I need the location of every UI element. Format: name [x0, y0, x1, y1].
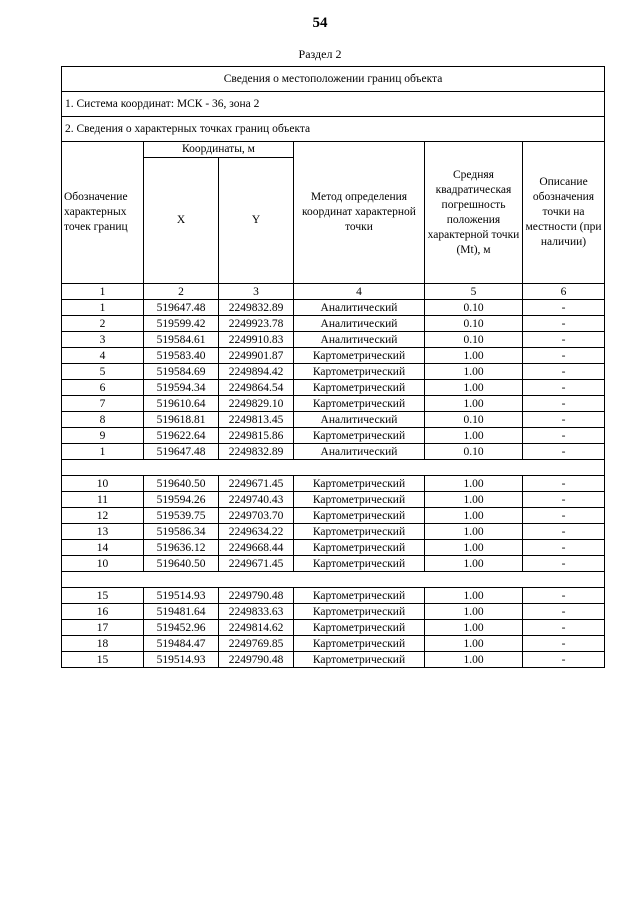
- coord-y-cell: 2249634.22: [219, 524, 294, 540]
- method-cell: Картометрический: [294, 620, 425, 636]
- method-cell: Картометрический: [294, 380, 425, 396]
- point-number-cell: 13: [62, 524, 144, 540]
- column-number: 6: [523, 284, 605, 300]
- method-cell: Картометрический: [294, 524, 425, 540]
- table-row: [62, 300, 605, 316]
- table-row: [62, 540, 605, 556]
- point-number-cell: 14: [62, 540, 144, 556]
- column-number: 2: [144, 284, 219, 300]
- description-cell: -: [523, 588, 605, 604]
- coord-x-cell: 519647.48: [144, 444, 219, 460]
- header-coordinates: Координаты, м: [144, 142, 294, 158]
- table-row: [62, 380, 605, 396]
- section-title: Раздел 2: [298, 47, 342, 61]
- coord-x-cell: 519583.40: [144, 348, 219, 364]
- description-cell: -: [523, 332, 605, 348]
- coord-y-cell: 2249923.78: [219, 316, 294, 332]
- accuracy-cell: 1.00: [425, 492, 523, 508]
- coord-x-cell: 519640.50: [144, 476, 219, 492]
- description-cell: -: [523, 476, 605, 492]
- method-cell: Картометрический: [294, 428, 425, 444]
- header-designation: Обозначение характерных точек границ: [62, 142, 144, 284]
- coord-y-cell: 2249668.44: [219, 540, 294, 556]
- method-cell: Картометрический: [294, 508, 425, 524]
- description-cell: -: [523, 540, 605, 556]
- points-heading: 2. Сведения о характерных точках границ объекта: [62, 117, 605, 142]
- header-y: Y: [219, 158, 294, 284]
- accuracy-cell: 1.00: [425, 476, 523, 492]
- accuracy-cell: 1.00: [425, 364, 523, 380]
- coord-x-cell: 519618.81: [144, 412, 219, 428]
- accuracy-cell: 1.00: [425, 588, 523, 604]
- method-cell: Картометрический: [294, 540, 425, 556]
- table-row: [62, 332, 605, 348]
- description-cell: -: [523, 300, 605, 316]
- point-number-cell: 1: [62, 444, 144, 460]
- blank-cell: [62, 460, 605, 476]
- table-row: [62, 492, 605, 508]
- accuracy-cell: 1.00: [425, 348, 523, 364]
- method-cell: Картометрический: [294, 348, 425, 364]
- method-cell: Картометрический: [294, 636, 425, 652]
- description-cell: -: [523, 380, 605, 396]
- table-row: [62, 412, 605, 428]
- table-row: [62, 620, 605, 636]
- method-cell: Аналитический: [294, 316, 425, 332]
- column-number-row: [62, 284, 605, 300]
- coord-x-cell: 519584.61: [144, 332, 219, 348]
- column-number: 1: [62, 284, 144, 300]
- coord-system: 1. Система координат: МСК - 36, зона 2: [62, 92, 605, 117]
- accuracy-cell: 0.10: [425, 316, 523, 332]
- point-number-cell: 12: [62, 508, 144, 524]
- coord-y-cell: 2249671.45: [219, 556, 294, 572]
- description-cell: -: [523, 652, 605, 668]
- coord-y-cell: 2249813.45: [219, 412, 294, 428]
- coord-x-cell: 519586.34: [144, 524, 219, 540]
- coord-x-cell: 519452.96: [144, 620, 219, 636]
- point-number-cell: 17: [62, 620, 144, 636]
- description-cell: -: [523, 556, 605, 572]
- table-row: [62, 652, 605, 668]
- description-cell: -: [523, 428, 605, 444]
- description-cell: -: [523, 604, 605, 620]
- description-cell: -: [523, 412, 605, 428]
- description-cell: -: [523, 444, 605, 460]
- page-number: 54: [312, 15, 328, 31]
- accuracy-cell: 0.10: [425, 332, 523, 348]
- coord-y-cell: 2249671.45: [219, 476, 294, 492]
- point-number-cell: 4: [62, 348, 144, 364]
- point-number-cell: 5: [62, 364, 144, 380]
- accuracy-cell: 1.00: [425, 636, 523, 652]
- coord-x-cell: 519539.75: [144, 508, 219, 524]
- coord-y-cell: 2249814.62: [219, 620, 294, 636]
- accuracy-cell: 1.00: [425, 556, 523, 572]
- table-row: [62, 476, 605, 492]
- column-number: 4: [294, 284, 425, 300]
- coord-x-cell: 519481.64: [144, 604, 219, 620]
- column-number: 3: [219, 284, 294, 300]
- boundary-table: [61, 66, 605, 668]
- table-row: [62, 348, 605, 364]
- accuracy-cell: 0.10: [425, 444, 523, 460]
- table-title: Сведения о местоположении границ объекта: [62, 67, 605, 92]
- accuracy-cell: 0.10: [425, 412, 523, 428]
- table-row: [62, 636, 605, 652]
- coord-x-cell: 519599.42: [144, 316, 219, 332]
- method-cell: Картометрический: [294, 652, 425, 668]
- coord-y-cell: 2249703.70: [219, 508, 294, 524]
- point-number-cell: 10: [62, 556, 144, 572]
- table-row: [62, 444, 605, 460]
- header-description: Описание обозначения точки на местности (при наличии): [523, 142, 605, 284]
- point-number-cell: 15: [62, 588, 144, 604]
- point-number-cell: 1: [62, 300, 144, 316]
- accuracy-cell: 1.00: [425, 508, 523, 524]
- accuracy-cell: 1.00: [425, 380, 523, 396]
- coord-x-cell: 519594.34: [144, 380, 219, 396]
- coord-x-cell: 519594.26: [144, 492, 219, 508]
- table-row: [62, 396, 605, 412]
- coord-x-cell: 519610.64: [144, 396, 219, 412]
- coord-y-cell: 2249894.42: [219, 364, 294, 380]
- header-accuracy: Средняя квадратическая погрешность положения характерной точки (Mt), м: [425, 142, 523, 284]
- coord-x-cell: 519514.93: [144, 588, 219, 604]
- point-number-cell: 16: [62, 604, 144, 620]
- method-cell: Картометрический: [294, 492, 425, 508]
- coord-y-cell: 2249901.87: [219, 348, 294, 364]
- method-cell: Картометрический: [294, 364, 425, 380]
- point-number-cell: 6: [62, 380, 144, 396]
- point-number-cell: 15: [62, 652, 144, 668]
- coord-y-cell: 2249740.43: [219, 492, 294, 508]
- accuracy-cell: 0.10: [425, 300, 523, 316]
- coord-x-cell: 519584.69: [144, 364, 219, 380]
- method-cell: Картометрический: [294, 396, 425, 412]
- method-cell: Картометрический: [294, 476, 425, 492]
- method-cell: Аналитический: [294, 300, 425, 316]
- accuracy-cell: 1.00: [425, 524, 523, 540]
- method-cell: Аналитический: [294, 332, 425, 348]
- header-method: Метод определения координат характерной точки: [294, 142, 425, 284]
- coord-x-cell: 519636.12: [144, 540, 219, 556]
- description-cell: -: [523, 364, 605, 380]
- point-number-cell: 18: [62, 636, 144, 652]
- description-cell: -: [523, 620, 605, 636]
- coord-y-cell: 2249815.86: [219, 428, 294, 444]
- coord-x-cell: 519640.50: [144, 556, 219, 572]
- description-cell: -: [523, 524, 605, 540]
- accuracy-cell: 1.00: [425, 604, 523, 620]
- coord-y-cell: 2249790.48: [219, 652, 294, 668]
- description-cell: -: [523, 316, 605, 332]
- coord-y-cell: 2249832.89: [219, 300, 294, 316]
- coord-x-cell: 519484.47: [144, 636, 219, 652]
- method-cell: Аналитический: [294, 412, 425, 428]
- table-row: [62, 364, 605, 380]
- table-row: [62, 524, 605, 540]
- point-number-cell: 10: [62, 476, 144, 492]
- description-cell: -: [523, 492, 605, 508]
- coord-x-cell: 519514.93: [144, 652, 219, 668]
- description-cell: -: [523, 396, 605, 412]
- accuracy-cell: 1.00: [425, 396, 523, 412]
- coord-y-cell: 2249829.10: [219, 396, 294, 412]
- table-row: [62, 556, 605, 572]
- table-row: [62, 604, 605, 620]
- coord-y-cell: 2249833.63: [219, 604, 294, 620]
- method-cell: Картометрический: [294, 556, 425, 572]
- point-number-cell: 8: [62, 412, 144, 428]
- accuracy-cell: 1.00: [425, 428, 523, 444]
- table-row: [62, 508, 605, 524]
- coord-y-cell: 2249910.83: [219, 332, 294, 348]
- coord-y-cell: 2249832.89: [219, 444, 294, 460]
- coord-y-cell: 2249864.54: [219, 380, 294, 396]
- point-number-cell: 11: [62, 492, 144, 508]
- accuracy-cell: 1.00: [425, 652, 523, 668]
- point-number-cell: 3: [62, 332, 144, 348]
- method-cell: Аналитический: [294, 444, 425, 460]
- table-row: [62, 588, 605, 604]
- accuracy-cell: 1.00: [425, 540, 523, 556]
- table-row: [62, 316, 605, 332]
- group-separator-row: [62, 460, 605, 476]
- coord-x-cell: 519622.64: [144, 428, 219, 444]
- description-cell: -: [523, 636, 605, 652]
- coord-y-cell: 2249769.85: [219, 636, 294, 652]
- point-number-cell: 7: [62, 396, 144, 412]
- column-number: 5: [425, 284, 523, 300]
- blank-cell: [62, 572, 605, 588]
- coord-x-cell: 519647.48: [144, 300, 219, 316]
- description-cell: -: [523, 348, 605, 364]
- coord-y-cell: 2249790.48: [219, 588, 294, 604]
- group-separator-row: [62, 572, 605, 588]
- point-number-cell: 2: [62, 316, 144, 332]
- table-row: [62, 428, 605, 444]
- accuracy-cell: 1.00: [425, 620, 523, 636]
- header-x: X: [144, 158, 219, 284]
- method-cell: Картометрический: [294, 588, 425, 604]
- method-cell: Картометрический: [294, 604, 425, 620]
- point-number-cell: 9: [62, 428, 144, 444]
- description-cell: -: [523, 508, 605, 524]
